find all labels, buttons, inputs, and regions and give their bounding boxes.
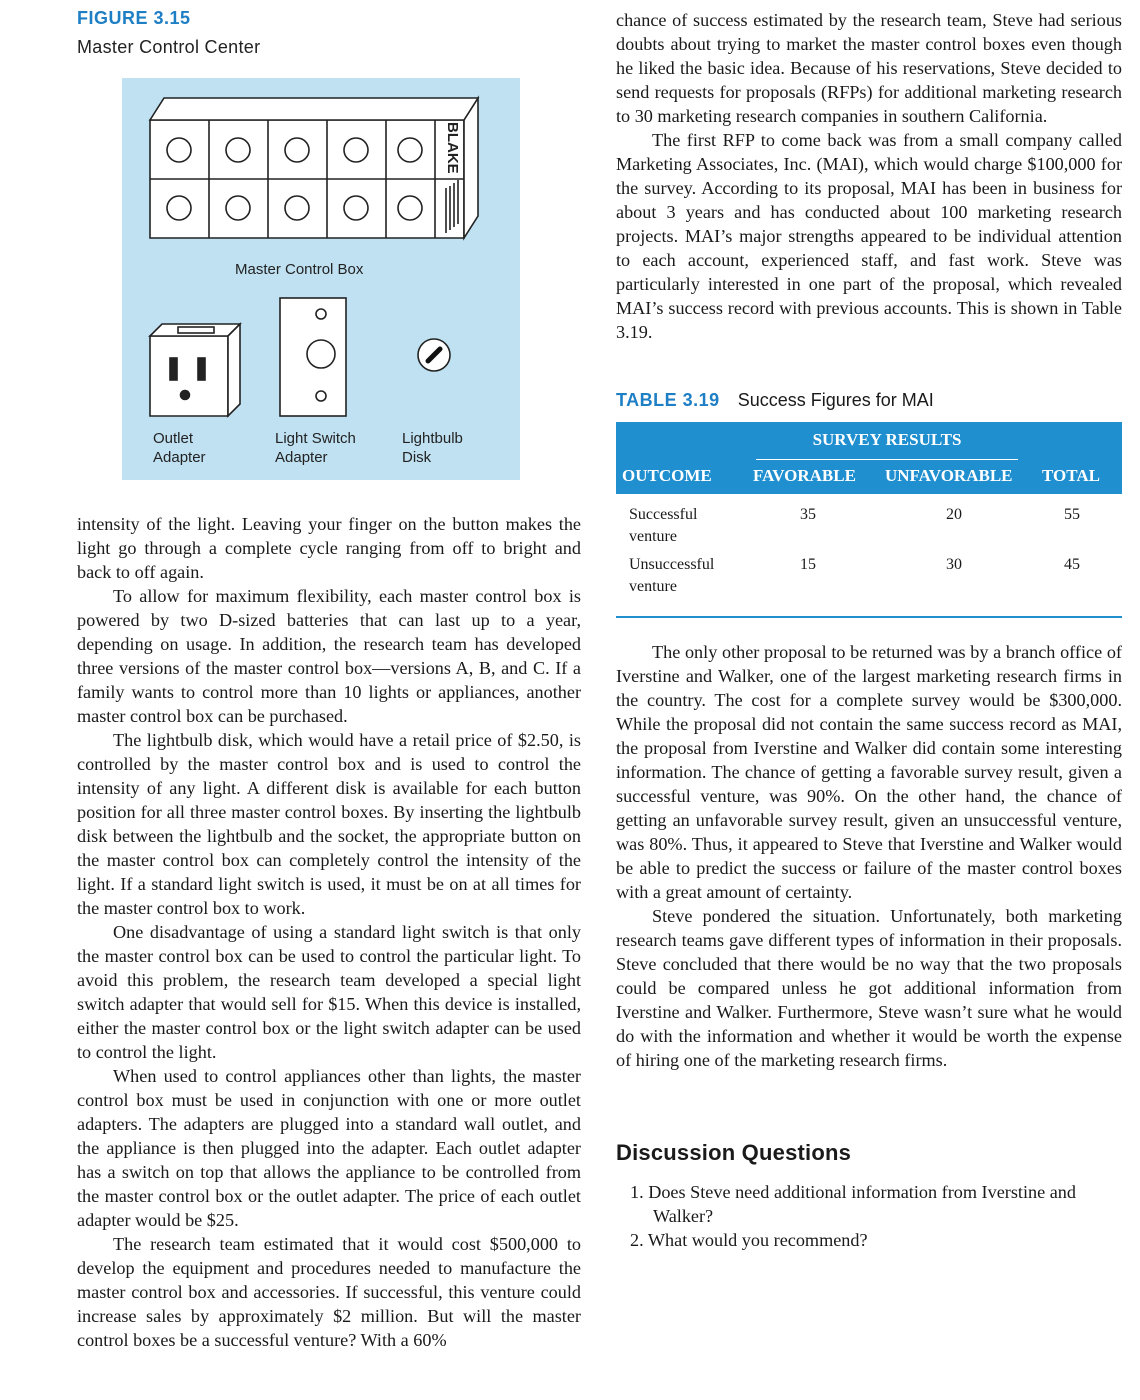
paragraph: intensity of the light. Leaving your finger on the button makes the light go through a complete cycle ranging from off to bright and back to off again. xyxy=(77,514,581,582)
cell-total: 55 xyxy=(1064,506,1080,523)
col-header-total: TOTAL xyxy=(1042,466,1100,485)
box-label-text: Master Control Box xyxy=(235,261,364,278)
outlet-adapter-drawing xyxy=(150,324,240,416)
left-column xyxy=(77,512,581,1352)
light-switch-label-2: Adapter xyxy=(275,449,328,466)
col-header-outcome: OUTCOME xyxy=(622,466,712,485)
cell-unfavorable: 30 xyxy=(946,556,962,573)
row-outcome-line1: Successful xyxy=(629,506,698,523)
master-control-figure xyxy=(122,78,520,480)
outlet-adapter-label-1: Outlet xyxy=(153,430,194,447)
paragraph: The lightbulb disk, which would have a retail price of $2.50, is controlled by the master control box and is used to control the intensity of any light. A different disk is available for each button position for all three master control boxes. By inserting the lightbulb disk between the lightbulb and the socket, the appropriate button on the master control box can completely control the intensity of the light. If a standard light switch is used, it must be on at all times for the master control box to work. xyxy=(77,730,581,918)
paragraph: To allow for maximum flexibility, each master control box is powered by two D-sized batteries that can last up to a year, depending on usage. In addition, the research team has developed three versions of the master control box—versions A, B, and C. If a family wants to control more than 10 lights or appliances, another master control box can be purchased. xyxy=(77,586,581,726)
table-label: TABLE 3.19 xyxy=(616,390,720,410)
success-table xyxy=(616,422,1122,618)
paragraph: The first RFP to come back was from a small company called Marketing Associates, Inc. (MAI), which would charge $100,000 for the survey. According to its proposal, MAI has been in business for about 3 years and has conducted about 100 marketing research projects. MAI’s major strengths appeared to be individual attention to each account, experienced staff, and fast work. Steve was particularly interested in one part of the proposal, which revealed MAI’s success record with previous accounts. This is shown in Table 3.19. xyxy=(616,130,1122,342)
cell-favorable: 15 xyxy=(800,556,816,573)
row-outcome-line2: venture xyxy=(629,578,677,595)
paragraph: One disadvantage of using a standard light switch is that only the master control box can be used to control the particular light. To avoid this problem, the research team developed a special light switch adapter that would sell for $15. When this device is installed, either the master control box or the light switch adapter can be used to control the light. xyxy=(77,922,581,1062)
table-row xyxy=(629,504,697,548)
paragraph: The research team estimated that it would cost $500,000 to develop the equipment and procedures needed to manufacture the master control box and accessories. If successful, this venture could increase sales by approximately $2 million. But will the master control boxes be a successful venture? With a 60% xyxy=(77,1234,581,1350)
cell-favorable: 35 xyxy=(800,506,816,523)
lightbulb-disk-label-2: Disk xyxy=(402,449,432,466)
table-header xyxy=(616,422,1122,494)
outlet-adapter-label-2: Adapter xyxy=(153,449,206,466)
figure-title: Master Control Center xyxy=(77,37,261,57)
table-row xyxy=(629,554,714,598)
figure-label: FIGURE 3.15 xyxy=(77,8,191,28)
group-rule xyxy=(756,459,1018,460)
figure-illustration xyxy=(122,78,520,480)
paragraph: When used to control appliances other than lights, the master control box must be used in conjunction with one or more outlet adapters. The adapters are plugged into a standard wall outlet, and the appliance is then plugged into the adapter. Each outlet adapter has a switch on top that allows the appliance to be controlled from the master control box or the outlet adapter. The price of each outlet adapter would be $25. xyxy=(77,1066,581,1230)
lightbulb-disk-drawing xyxy=(418,339,450,371)
box-brand-text: BLAKE xyxy=(444,122,461,174)
cell-unfavorable: 20 xyxy=(946,506,962,523)
col-header-unfavorable: UNFAVORABLE xyxy=(885,466,1013,485)
right-column-bottom xyxy=(616,640,1122,1072)
row-outcome-line2: venture xyxy=(629,528,677,545)
table-title: Success Figures for MAI xyxy=(737,390,934,410)
group-header: SURVEY RESULTS xyxy=(812,430,962,449)
light-switch-adapter-drawing xyxy=(280,298,346,416)
paragraph: chance of success estimated by the research team, Steve had serious doubts about trying to market the master control boxes even though he liked the basic idea. Because of his reservations, Steve decided to send requests for proposals (RFPs) for additional marketing research to 30 marketing research companies in southern California. xyxy=(616,10,1122,126)
right-column-top xyxy=(616,8,1122,344)
col-header-favorable: FAVORABLE xyxy=(753,466,856,485)
paragraph: The only other proposal to be returned was by a branch office of Iverstine and Walker, one of the largest marketing research firms in the country. The cost for a complete survey would be $300,000. While the proposal did not contain the same success record as MAI, the proposal from Iverstine and Walker did contain some interesting information. The chance of getting a favorable survey result, given a successful venture, was 90%. On the other hand, the chance of getting an unfavorable survey result, given an unsuccessful venture, was 80%. Thus, it appeared to Steve that Iverstine and Walker would be able to predict the success or failure of the master control boxes with a great amount of certainty. xyxy=(616,642,1122,902)
table-body xyxy=(616,494,1122,618)
lightbulb-disk-label-1: Lightbulb xyxy=(402,430,463,447)
question-item: 2. What would you recommend? xyxy=(630,1230,868,1250)
light-switch-label-1: Light Switch xyxy=(275,430,356,447)
cell-total: 45 xyxy=(1064,556,1080,573)
master-control-box xyxy=(150,98,478,238)
discussion-heading: Discussion Questions xyxy=(616,1140,852,1165)
question-item: 1. Does Steve need additional information from Iverstine and Walker? xyxy=(630,1182,1076,1226)
paragraph: Steve pondered the situation. Unfortunately, both marketing research teams gave different types of information in their proposals. Steve concluded that there would be no way that the two proposals could be compared unless he got additional information from Iverstine and Walker. Furthermore, Steve wasn’t sure what he would do with the information and whether it would be worth the expense of hiring one of the marketing research firms. xyxy=(616,906,1122,1070)
table-caption xyxy=(616,390,934,411)
discussion-questions xyxy=(630,1180,1122,1252)
row-outcome-line1: Unsuccessful xyxy=(629,556,715,573)
